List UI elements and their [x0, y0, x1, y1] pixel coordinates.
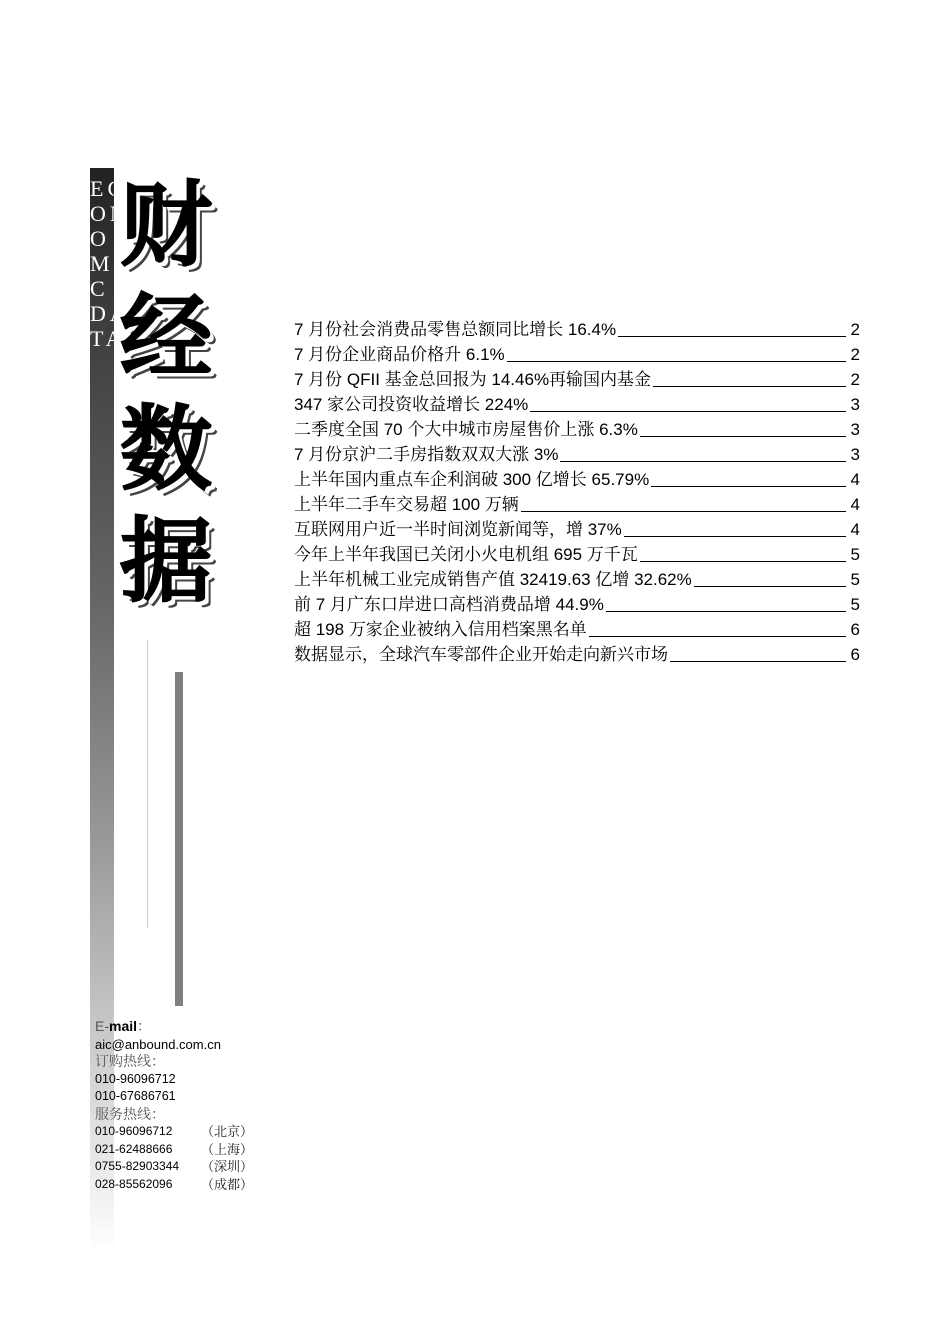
- service-phone-city: （北京）: [201, 1124, 254, 1139]
- toc-entry-page: 2: [850, 370, 860, 389]
- email-prefix: E-: [95, 1018, 109, 1034]
- toc-entry[interactable]: [294, 466, 860, 491]
- service-hotline-label: 服务热线：: [95, 1105, 165, 1122]
- toc-entry-title: 数据显示，全球汽车零部件企业开始走向新兴市场: [294, 645, 668, 664]
- toc-entry-page: 2: [850, 345, 860, 364]
- bar-letter-line: EC: [90, 176, 127, 201]
- thick-divider-line: [175, 672, 183, 1006]
- service-phone-row: [95, 1123, 295, 1141]
- toc-entry-page: 4: [850, 495, 860, 514]
- toc-leader: [624, 535, 846, 537]
- service-phone-city: （成都）: [201, 1176, 254, 1192]
- toc-entry-page: 5: [850, 570, 860, 589]
- toc-entry-title: 超 198 万家企业被纳入信用档案黑名单: [294, 620, 587, 639]
- toc-leader: [640, 435, 846, 437]
- email-label: [95, 1018, 295, 1036]
- toc-entry-page: 3: [850, 420, 860, 439]
- toc-leader: [651, 485, 846, 487]
- bar-letter-line: MI: [90, 251, 125, 276]
- toc-entry[interactable]: [294, 316, 860, 341]
- bar-letter-line: ON: [90, 201, 130, 226]
- toc-entry-page: 3: [850, 395, 860, 414]
- toc-entry-page: 6: [850, 620, 860, 639]
- bar-letter-line: O: [90, 226, 110, 251]
- toc-entry-title: 上半年国内重点车企利润破 300 亿增长 65.79%: [294, 470, 650, 489]
- toc-entry[interactable]: [294, 341, 860, 366]
- service-phone-number: 028-85562096: [95, 1176, 173, 1191]
- toc-leader: [694, 585, 846, 587]
- toc-entry-title: 347 家公司投资收益增长 224%: [294, 395, 529, 414]
- toc-entry-title: 上半年机械工业完成销售产值 32419.63 亿增 32.62%: [294, 570, 692, 589]
- toc-entry[interactable]: [294, 541, 860, 566]
- service-phone-row: [95, 1176, 295, 1194]
- cover-title-char: 财: [120, 172, 213, 279]
- toc-entry[interactable]: [294, 616, 860, 641]
- toc-entry-title: 7 月份京沪二手房指数双双大涨 3%: [294, 445, 559, 464]
- cover-title: [120, 170, 220, 618]
- toc-entry[interactable]: [294, 591, 860, 616]
- bar-letter-line: TA: [90, 326, 126, 351]
- toc-entry-page: 5: [850, 595, 860, 614]
- bar-letters: [90, 176, 130, 376]
- cover-title-char: 经: [120, 284, 213, 391]
- toc-entry[interactable]: [294, 416, 860, 441]
- cover-title-char: 数: [120, 396, 213, 503]
- table-of-contents: [294, 316, 860, 666]
- toc-leader: [530, 410, 846, 412]
- toc-leader: [606, 610, 846, 612]
- toc-leader: [521, 510, 846, 512]
- toc-entry[interactable]: [294, 441, 860, 466]
- contact-block: [95, 1018, 295, 1193]
- toc-entry-title: 二季度全国 70 个大中城市房屋售价上涨 6.3%: [294, 420, 638, 439]
- order-phone: 010-96096712: [95, 1071, 176, 1086]
- service-phone-number: 021-62488666: [95, 1141, 173, 1156]
- toc-leader: [670, 660, 846, 662]
- toc-entry-title: 前 7 月广东口岸进口高档消费品增 44.9%: [294, 595, 604, 614]
- toc-entry-title: 上半年二手车交易超 100 万辆: [294, 495, 519, 514]
- toc-entry[interactable]: [294, 391, 860, 416]
- service-phone-row: [95, 1158, 295, 1176]
- order-hotline-label: 订购热线：: [95, 1053, 165, 1069]
- toc-entry-page: 4: [850, 470, 860, 489]
- toc-entry-title: 7 月份社会消费品零售总额同比增长 16.4%: [294, 320, 617, 339]
- toc-entry[interactable]: [294, 491, 860, 516]
- toc-leader: [560, 460, 846, 462]
- toc-leader: [640, 560, 846, 562]
- toc-entry-page: 5: [850, 545, 860, 564]
- thin-divider-line: [147, 640, 148, 928]
- bar-letter-line: C: [90, 276, 109, 301]
- toc-leader: [507, 360, 846, 362]
- toc-entry-title: 7 月份 QFII 基金总回报为 14.46%再输国内基金: [294, 370, 652, 389]
- service-phone-city: （深圳）: [201, 1159, 254, 1174]
- service-phone-city: （上海）: [201, 1141, 254, 1157]
- toc-entry-page: 4: [850, 520, 860, 539]
- bar-letter-line: DA: [90, 301, 130, 326]
- service-phone-number: 0755-82903344: [95, 1159, 180, 1173]
- toc-entry[interactable]: [294, 641, 860, 666]
- toc-entry-page: 6: [850, 645, 860, 664]
- toc-leader: [653, 385, 846, 387]
- email-colon: ：: [137, 1018, 152, 1034]
- email-address[interactable]: aic@anbound.com.cn: [95, 1036, 221, 1052]
- order-phone: 010-67686761: [95, 1089, 176, 1103]
- toc-entry-page: 3: [850, 445, 860, 464]
- toc-entry-page: 2: [850, 320, 860, 339]
- email-label-text: mail: [109, 1018, 138, 1034]
- toc-entry[interactable]: [294, 566, 860, 591]
- toc-entry[interactable]: [294, 366, 860, 391]
- service-phone-row: [95, 1141, 295, 1159]
- toc-entry-title: 今年上半年我国已关闭小火电机组 695 万千瓦: [294, 545, 638, 564]
- toc-leader: [589, 635, 846, 637]
- toc-entry-title: 互联网用户近一半时间浏览新闻等，增 37%: [294, 520, 622, 539]
- toc-entry-title: 7 月份企业商品价格升 6.1%: [294, 345, 505, 364]
- toc-leader: [618, 335, 846, 337]
- service-phone-number: 010-96096712: [95, 1124, 173, 1138]
- cover-title-char: 据: [120, 508, 213, 615]
- toc-entry[interactable]: [294, 516, 860, 541]
